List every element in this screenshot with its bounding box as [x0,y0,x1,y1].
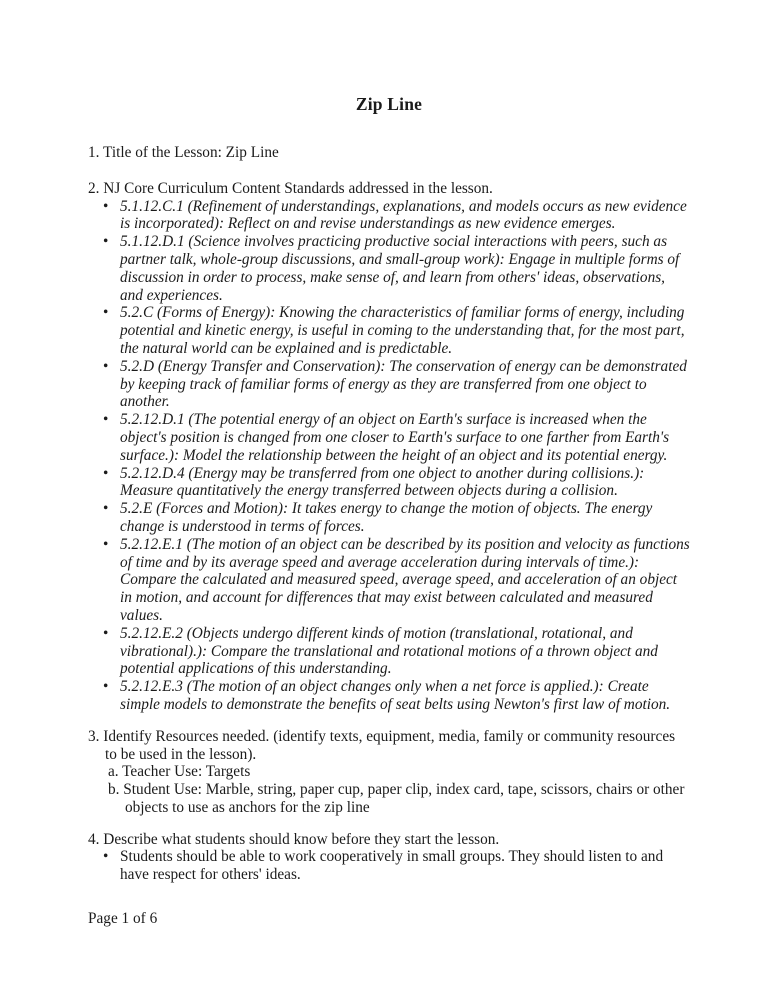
standard-item: • 5.2.12.D.4 (Energy may be transferred from one object to another during collisions.): Measure quantitatively the energy transferred between objects during a collision. [120,465,690,501]
standard-item: • 5.2.12.E.2 (Objects undergo different kinds of motion (translational, rotational, and vibrational).): Compare the translational and rotational motions of a thrown object and potential applications of this understanding. [120,625,690,678]
standard-item: • 5.2.D (Energy Transfer and Conservation): The conservation of energy can be demonstrated by keeping track of familiar forms of energy as they are transferred from one object to another. [120,358,690,411]
resource-item-teacher: a. Teacher Use: Targets [108,763,251,781]
standards-list [88,198,690,714]
standard-item: • 5.1.12.D.1 (Science involves practicing productive social interactions with peers, such as partner talk, whole-group discussions, and small-group work): Engage in multiple forms of discussion in order to process, make sense of, and learn from others' ideas, observations, and experiences. [120,233,690,304]
standard-item: • 5.2.E (Forces and Motion): It takes energy to change the motion of objects. The energy change is understood in terms of forces. [120,500,690,536]
resource-item-student: b. Student Use: Marble, string, paper cup, paper clip, index card, tape, scissors, chairs or other objects to use as anchors for the zip line [108,781,685,816]
prior-knowledge-heading: 4. Describe what students should know before they start the lesson. [88,830,500,848]
standard-item: • 5.2.C (Forms of Energy): Knowing the characteristics of familiar forms of energy, including potential and kinetic energy, is useful in coming to the understanding that, for the most part, the natural world can be explained and is predictable. [120,304,690,357]
standard-item: • 5.2.12.E.1 (The motion of an object can be described by its position and velocity as functions of time and by its average speed and average acceleration during intervals of time.): Compare the calculated and measured speed, average speed, and acceleration of an object in motion, and account for differences that may exist between calculated and measured values. [120,536,690,625]
standards-heading: 2. NJ Core Curriculum Content Standards addressed in the lesson. [88,179,493,197]
resources-heading: 3. Identify Resources needed. (identify texts, equipment, media, family or community resources to be used in the lesson). [88,727,676,763]
prior-knowledge-list [88,848,690,884]
standard-item: • 5.1.12.C.1 (Refinement of understandings, explanations, and models occurs as new evidence is incorporated): Reflect on and revise understandings as new evidence emerges. [120,198,690,234]
document-title: Zip Line [355,94,423,114]
standard-item: • 5.2.12.E.3 (The motion of an object changes only when a net force is applied.): Create simple models to demonstrate the benefits of seat belts using Newton's first law of motion. [120,678,690,714]
lesson-title-line: 1. Title of the Lesson: Zip Line [88,144,279,161]
standard-item: • 5.2.12.D.1 (The potential energy of an object on Earth's surface is increased when the object's position is changed from one closer to Earth's surface to one farther from Earth's surface.): Model the relationship between the height of an object and its potential energy. [120,411,690,464]
page-number: Page 1 of 6 [88,910,158,928]
prior-knowledge-item: • Students should be able to work cooperatively in small groups. They should listen to and have respect for others' ideas. [120,848,690,884]
